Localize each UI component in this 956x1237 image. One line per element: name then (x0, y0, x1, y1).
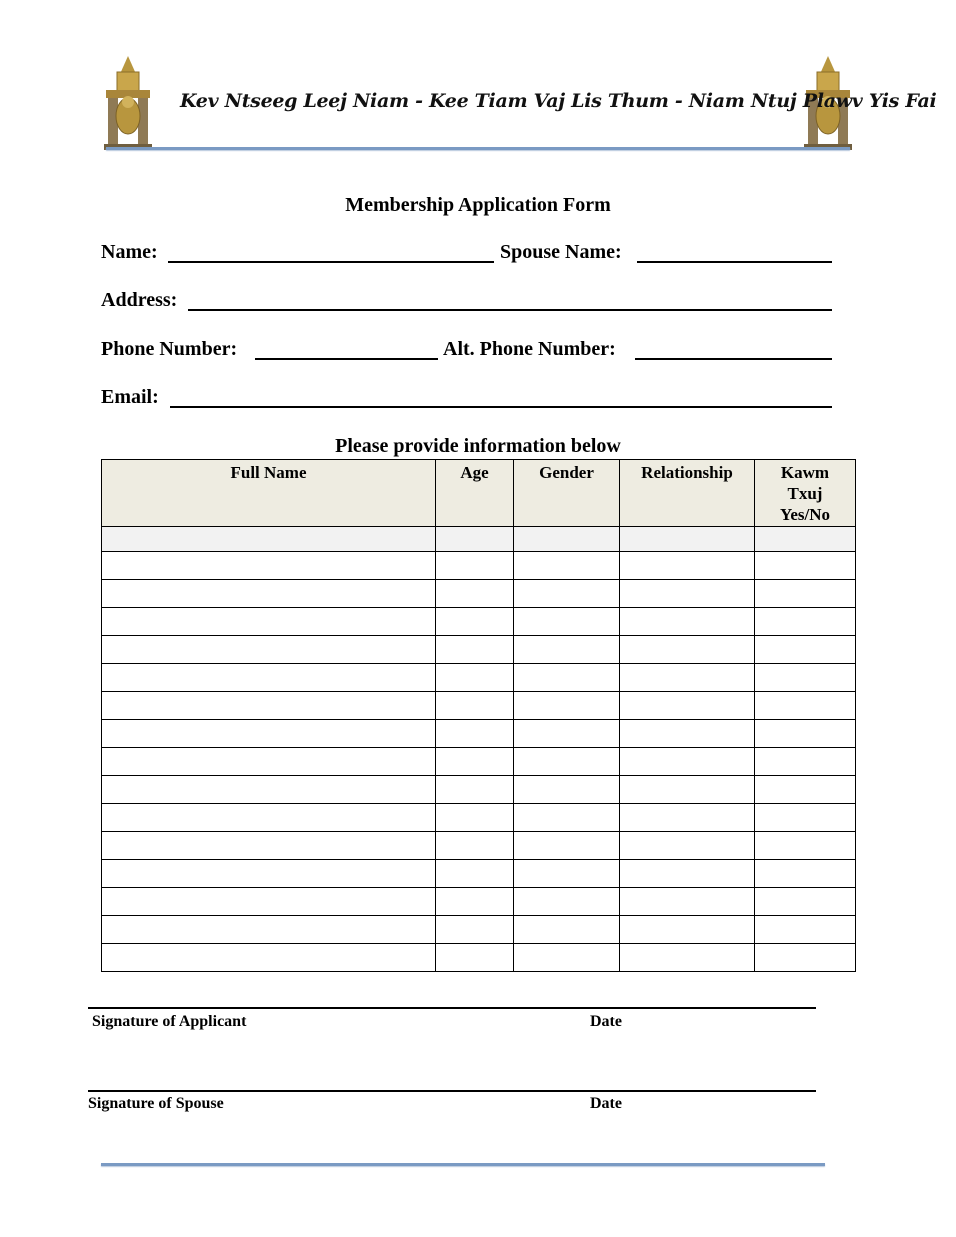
table-row (102, 692, 856, 720)
table-heading: Please provide information below (335, 435, 621, 457)
relationship-cell[interactable] (620, 664, 755, 692)
gender-cell[interactable] (514, 860, 620, 888)
full-name-cell[interactable] (102, 636, 436, 664)
name-label: Name: (101, 241, 158, 263)
kawm-txuj-cell[interactable] (755, 580, 856, 608)
kawm-txuj-cell[interactable] (755, 944, 856, 972)
relationship-cell[interactable] (620, 580, 755, 608)
applicant-date-label: Date (590, 1013, 622, 1030)
table-row (102, 527, 856, 552)
table-row (102, 916, 856, 944)
kawm-txuj-cell[interactable] (755, 664, 856, 692)
age-cell[interactable] (436, 748, 514, 776)
table-row (102, 832, 856, 860)
kawm-txuj-cell[interactable] (755, 776, 856, 804)
relationship-cell[interactable] (620, 916, 755, 944)
phone-number-field[interactable] (255, 358, 438, 360)
kawm-txuj-cell[interactable] (755, 552, 856, 580)
kawm-txuj-cell[interactable] (755, 748, 856, 776)
relationship-cell[interactable] (620, 944, 755, 972)
kawm-txuj-cell[interactable] (755, 527, 856, 552)
full-name-cell[interactable] (102, 832, 436, 860)
age-cell[interactable] (436, 832, 514, 860)
relationship-cell[interactable] (620, 720, 755, 748)
relationship-cell[interactable] (620, 776, 755, 804)
full-name-cell[interactable] (102, 664, 436, 692)
relationship-cell[interactable] (620, 748, 755, 776)
kawm-txuj-cell[interactable] (755, 804, 856, 832)
form-title: Membership Application Form (345, 194, 611, 216)
full-name-cell[interactable] (102, 888, 436, 916)
age-cell[interactable] (436, 860, 514, 888)
relationship-cell[interactable] (620, 692, 755, 720)
age-cell[interactable] (436, 608, 514, 636)
applicant-signature-line[interactable] (88, 1007, 816, 1009)
full-name-cell[interactable] (102, 776, 436, 804)
gender-cell[interactable] (514, 888, 620, 916)
gender-cell[interactable] (514, 720, 620, 748)
age-cell[interactable] (436, 664, 514, 692)
spouse-name-label: Spouse Name: (500, 241, 622, 263)
column-header-age: Age (436, 460, 514, 527)
full-name-cell[interactable] (102, 552, 436, 580)
column-header-kawm-txuj: Kawm Txuj Yes/No (755, 460, 856, 527)
gender-cell[interactable] (514, 580, 620, 608)
table-row (102, 580, 856, 608)
full-name-cell[interactable] (102, 720, 436, 748)
column-header-relationship: Relationship (620, 460, 755, 527)
relationship-cell[interactable] (620, 888, 755, 916)
gender-cell[interactable] (514, 636, 620, 664)
table-row (102, 664, 856, 692)
gender-cell[interactable] (514, 916, 620, 944)
spouse-date-label: Date (590, 1095, 622, 1112)
gender-cell[interactable] (514, 552, 620, 580)
column-header-gender: Gender (514, 460, 620, 527)
age-cell[interactable] (436, 636, 514, 664)
golden-shrine-statue-icon (100, 54, 156, 152)
full-name-cell[interactable] (102, 860, 436, 888)
table-row (102, 944, 856, 972)
age-cell[interactable] (436, 944, 514, 972)
age-cell[interactable] (436, 804, 514, 832)
age-cell[interactable] (436, 552, 514, 580)
full-name-cell[interactable] (102, 916, 436, 944)
table-row (102, 636, 856, 664)
full-name-cell[interactable] (102, 944, 436, 972)
table-header-row (102, 460, 856, 527)
table-row (102, 748, 856, 776)
relationship-cell[interactable] (620, 527, 755, 552)
full-name-cell[interactable] (102, 748, 436, 776)
table-row (102, 608, 856, 636)
gender-cell[interactable] (514, 776, 620, 804)
age-cell[interactable] (436, 720, 514, 748)
kawm-txuj-cell[interactable] (755, 916, 856, 944)
full-name-cell[interactable] (102, 804, 436, 832)
address-field[interactable] (188, 309, 832, 311)
gender-cell[interactable] (514, 832, 620, 860)
members-table (101, 459, 856, 972)
age-cell[interactable] (436, 776, 514, 804)
age-cell[interactable] (436, 916, 514, 944)
kawm-txuj-cell[interactable] (755, 636, 856, 664)
phone-number-label: Phone Number: (101, 338, 238, 360)
kawm-txuj-cell[interactable] (755, 692, 856, 720)
relationship-cell[interactable] (620, 636, 755, 664)
kawm-txuj-cell[interactable] (755, 720, 856, 748)
spouse-name-field[interactable] (637, 261, 832, 263)
kawm-txuj-cell[interactable] (755, 888, 856, 916)
relationship-cell[interactable] (620, 608, 755, 636)
relationship-cell[interactable] (620, 804, 755, 832)
table-row (102, 888, 856, 916)
table-row (102, 804, 856, 832)
gender-cell[interactable] (514, 527, 620, 552)
applicant-signature-label: Signature of Applicant (92, 1013, 247, 1030)
name-field[interactable] (168, 261, 494, 263)
gender-cell[interactable] (514, 748, 620, 776)
table-row (102, 860, 856, 888)
spouse-signature-label: Signature of Spouse (88, 1095, 224, 1112)
table-row (102, 720, 856, 748)
column-header-full-name: Full Name (102, 460, 436, 527)
kawm-txuj-cell[interactable] (755, 608, 856, 636)
address-label: Address: (101, 289, 178, 311)
age-cell[interactable] (436, 580, 514, 608)
age-cell[interactable] (436, 888, 514, 916)
header-title: Kev Ntseeg Leej Niam - Kee Tiam Vaj Lis Thum - Niam Ntuj Plawv Yis Fai (180, 90, 937, 112)
spouse-signature-line[interactable] (88, 1090, 816, 1092)
email-field[interactable] (170, 406, 832, 408)
kawm-txuj-cell[interactable] (755, 860, 856, 888)
full-name-cell[interactable] (102, 580, 436, 608)
alt-phone-number-label: Alt. Phone Number: (443, 338, 616, 360)
table-row (102, 552, 856, 580)
relationship-cell[interactable] (620, 832, 755, 860)
relationship-cell[interactable] (620, 860, 755, 888)
gender-cell[interactable] (514, 692, 620, 720)
gender-cell[interactable] (514, 804, 620, 832)
email-label: Email: (101, 386, 159, 408)
alt-phone-number-field[interactable] (635, 358, 832, 360)
gender-cell[interactable] (514, 608, 620, 636)
gender-cell[interactable] (514, 664, 620, 692)
relationship-cell[interactable] (620, 552, 755, 580)
full-name-cell[interactable] (102, 527, 436, 552)
full-name-cell[interactable] (102, 692, 436, 720)
full-name-cell[interactable] (102, 608, 436, 636)
footer-divider (101, 1163, 825, 1166)
kawm-txuj-cell[interactable] (755, 832, 856, 860)
table-row (102, 776, 856, 804)
gender-cell[interactable] (514, 944, 620, 972)
header-divider (106, 147, 850, 150)
age-cell[interactable] (436, 692, 514, 720)
age-cell[interactable] (436, 527, 514, 552)
